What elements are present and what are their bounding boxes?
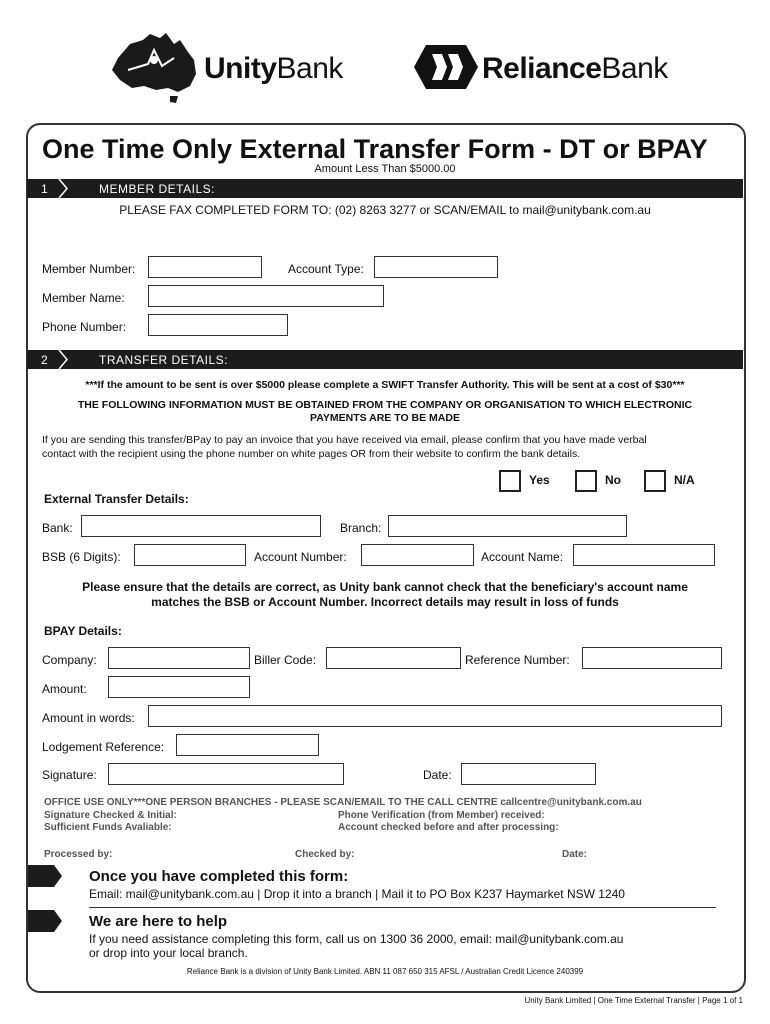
info-line-2: PAYMENTS ARE TO BE MADE (310, 412, 460, 424)
member-name-label: Member Name: (42, 291, 125, 305)
completed-heading: Once you have completed this form: (89, 868, 349, 885)
arrow-marker-icon (28, 865, 62, 887)
na-checkbox[interactable] (644, 470, 666, 492)
office-date-label: Date: (562, 849, 588, 860)
account-name-label: Account Name: (481, 550, 564, 564)
no-checkbox[interactable] (575, 470, 597, 492)
signature-label: Signature: (42, 768, 97, 782)
member-name-field[interactable] (148, 285, 384, 307)
chevron-right-icon (57, 179, 69, 198)
verbal-line-2: contact with the recipient using the phone number on white pages OR from their website to confirm the bank details. (42, 448, 581, 460)
reliance-logo-light: Bank (601, 52, 668, 85)
biller-code-field[interactable] (326, 647, 461, 669)
section-transfer-details-bar (27, 350, 743, 369)
yes-label: Yes (529, 473, 550, 487)
chevron-right-icon (57, 350, 69, 369)
yes-checkbox[interactable] (499, 470, 521, 492)
reference-number-field[interactable] (582, 647, 722, 669)
amount-words-field[interactable] (148, 705, 722, 727)
australia-map-icon (108, 30, 203, 105)
form-subtitle: Amount Less Than $5000.00 (314, 163, 456, 175)
reference-number-label: Reference Number: (465, 653, 570, 667)
bsb-label: BSB (6 Digits): (42, 550, 121, 564)
date-label: Date: (423, 768, 452, 782)
phone-number-label: Phone Number: (42, 320, 127, 334)
form-title: One Time Only External Transfer Form - DT or BPAY (42, 134, 708, 164)
member-number-field[interactable] (148, 256, 262, 278)
branch-label: Branch: (340, 521, 382, 535)
bpay-heading: BPAY Details: (44, 624, 122, 638)
external-transfer-heading: External Transfer Details: (44, 492, 189, 506)
reliance-diamond-icon (412, 42, 480, 92)
section-number: 1 (41, 182, 49, 196)
phone-verification-label: Phone Verification (from Member) received: (338, 810, 545, 821)
section-label: MEMBER DETAILS: (99, 182, 215, 196)
account-name-field[interactable] (573, 544, 715, 566)
help-heading: We are here to help (89, 913, 228, 930)
page-footer: Unity Bank Limited | One Time External Transfer | Page 1 of 1 (524, 996, 743, 1005)
completed-instructions: Email: mail@unitybank.com.au | Drop it into a branch | Mail it to PO Box K237 Haymarket NSW 1240 (89, 887, 625, 901)
signature-checked-label: Signature Checked & Initial: (44, 810, 177, 821)
lodgement-reference-label: Lodgement Reference: (42, 740, 165, 754)
reliance-logo-strong: Reliance (482, 52, 602, 85)
fax-note: PLEASE FAX COMPLETED FORM TO: (02) 8263 3277 or SCAN/EMAIL to mail@unitybank.com.au (119, 203, 651, 217)
sufficient-funds-label: Sufficient Funds Avaliable: (44, 822, 172, 833)
verbal-line-1: If you are sending this transfer/BPay to pay an invoice that you have received via email, please confirm that you have made verbal (42, 434, 647, 446)
company-field[interactable] (108, 647, 250, 669)
branch-field[interactable] (388, 515, 627, 537)
date-field[interactable] (461, 763, 596, 785)
account-number-field[interactable] (361, 544, 474, 566)
phone-number-field[interactable] (148, 314, 288, 336)
account-number-label: Account Number: (254, 550, 347, 564)
reliance-bank-logo (412, 42, 672, 92)
checked-by-label: Checked by: (295, 849, 355, 860)
no-label: No (605, 473, 621, 487)
company-label: Company: (42, 653, 97, 667)
processed-by-label: Processed by: (44, 849, 113, 860)
biller-code-label: Biller Code: (254, 653, 317, 667)
bank-field[interactable] (81, 515, 321, 537)
amount-field[interactable] (108, 676, 250, 698)
unity-logo-strong: Unity (204, 52, 277, 85)
info-line-1: THE FOLLOWING INFORMATION MUST BE OBTAINED FROM THE COMPANY OR ORGANISATION TO WHICH ELECTRONIC (77, 399, 693, 411)
amount-label: Amount: (42, 682, 87, 696)
bank-label: Bank: (42, 521, 73, 535)
section-member-details-bar (27, 179, 743, 198)
unity-logo-light: Bank (276, 52, 343, 85)
legal-notice: Reliance Bank is a division of Unity Bank Limited. ABN 11 087 650 315 AFSL / Australian Credit Licence 240399 (186, 967, 584, 976)
na-label: N/A (674, 473, 695, 487)
warning-line-1: Please ensure that the details are correct, as Unity bank cannot check that the beneficiary's account name (82, 580, 688, 594)
swift-note: ***If the amount to be sent is over $5000 please complete a SWIFT Transfer Authority. This will be sent at a cost of $30*** (85, 379, 685, 391)
bsb-field[interactable] (134, 544, 246, 566)
help-line-2: or drop into your local branch. (89, 946, 248, 960)
member-number-label: Member Number: (42, 262, 136, 276)
office-use-heading: OFFICE USE ONLY***ONE PERSON BRANCHES - PLEASE SCAN/EMAIL TO THE CALL CENTRE callcentre@unitybank.com.au (44, 797, 642, 808)
warning-line-2: matches the BSB or Account Number. Incorrect details may result in loss of funds (151, 595, 619, 609)
section-label: TRANSFER DETAILS: (99, 353, 228, 367)
arrow-marker-icon (28, 910, 62, 932)
account-type-field[interactable] (374, 256, 498, 278)
unity-bank-logo (108, 30, 368, 105)
amount-words-label: Amount in words: (42, 711, 135, 725)
signature-field[interactable] (108, 763, 344, 785)
account-checked-label: Account checked before and after processing: (338, 822, 559, 833)
divider (89, 907, 716, 908)
lodgement-reference-field[interactable] (176, 734, 319, 756)
help-line-1: If you need assistance completing this form, call us on 1300 36 2000, email: mail@unitybank.com.au (89, 932, 624, 946)
section-number: 2 (41, 353, 49, 367)
account-type-label: Account Type: (288, 262, 364, 276)
